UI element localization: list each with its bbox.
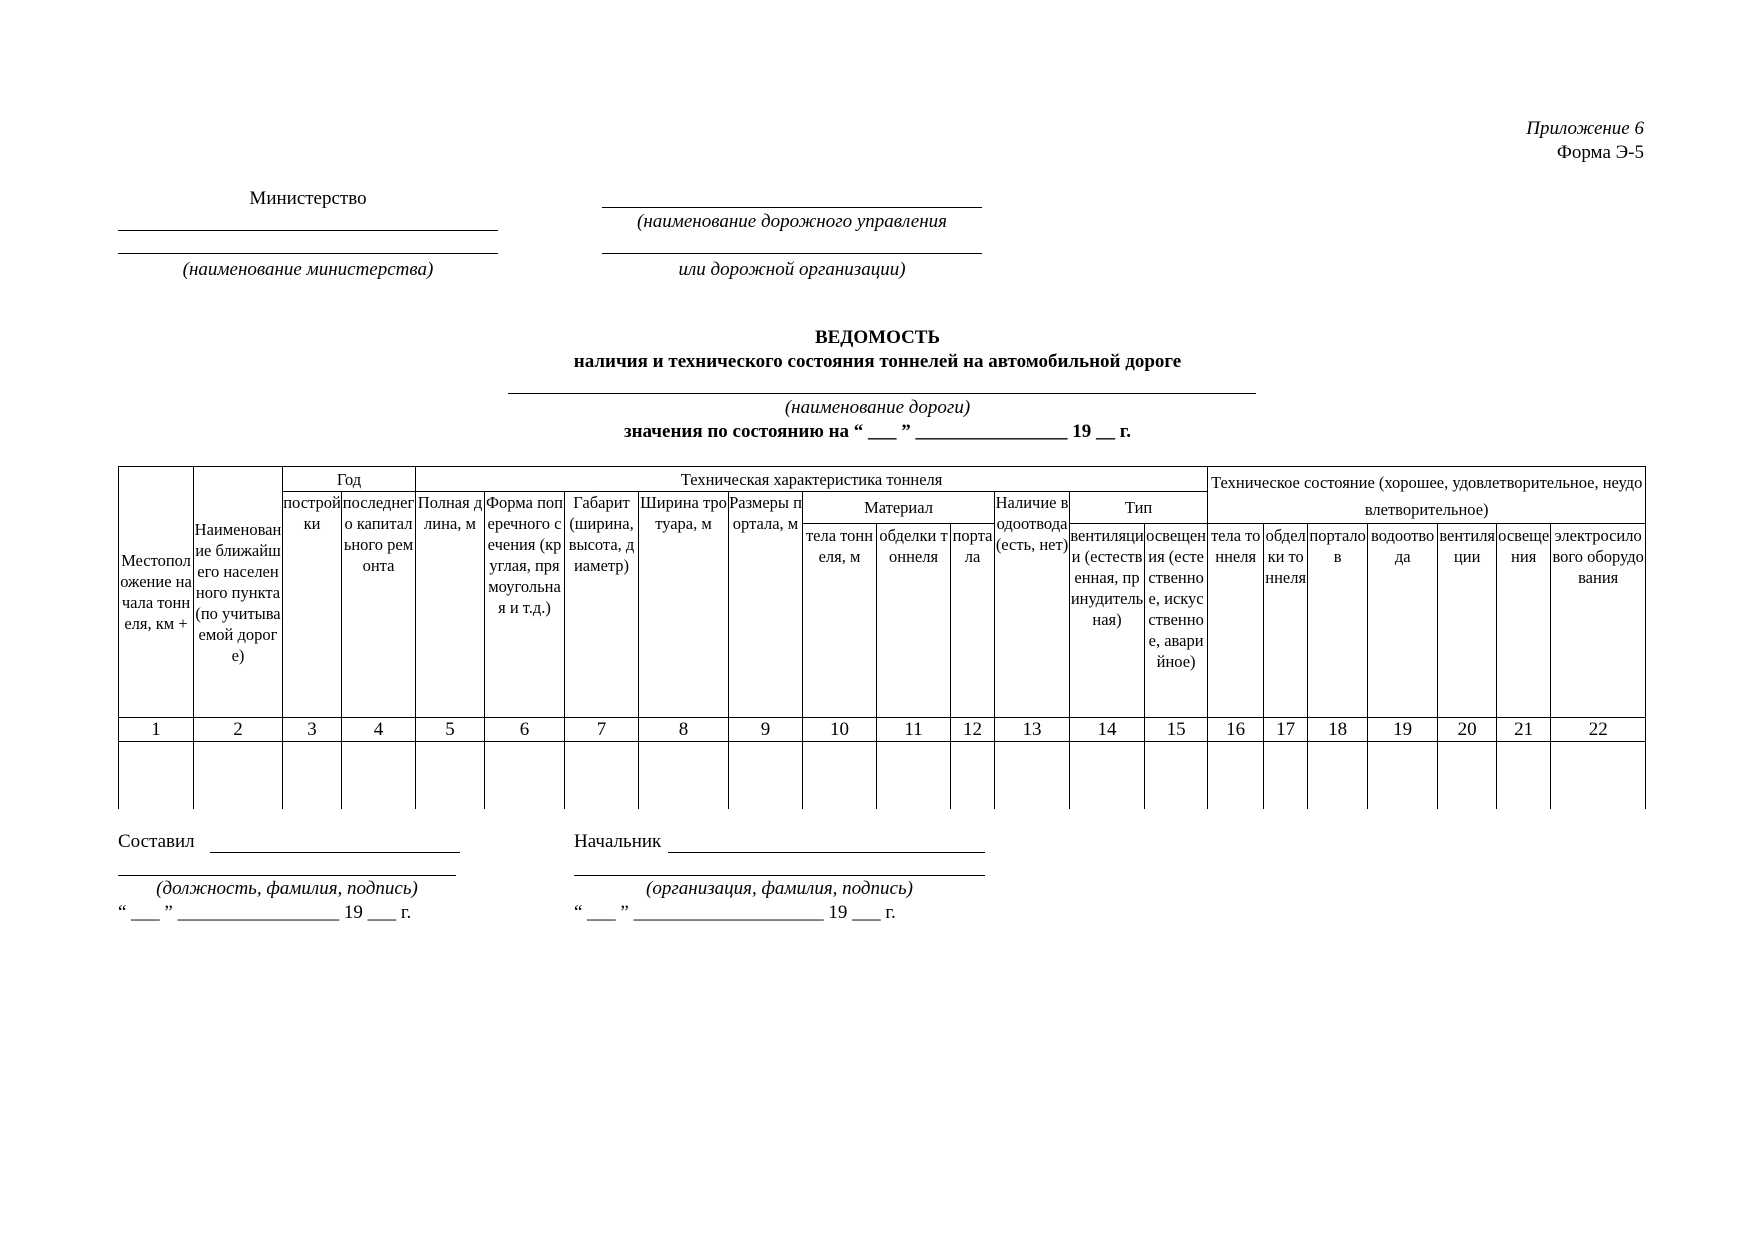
column-number: 19 bbox=[1368, 718, 1438, 742]
table-cell[interactable] bbox=[342, 742, 416, 810]
compiled-by-caption: (должность, фамилия, подпись) bbox=[156, 878, 418, 899]
col-length-header: Полная длина, м bbox=[416, 492, 485, 718]
col-state-ventilation-header: вентиляции bbox=[1438, 524, 1497, 718]
col-repair-header: последнего капитального ремонта bbox=[342, 492, 416, 718]
col-type-lighting-header: освещения (естественное, искусственное, аварийное) bbox=[1145, 524, 1208, 718]
ministry-caption: (наименование министерства) bbox=[182, 259, 434, 280]
column-number: 12 bbox=[951, 718, 995, 742]
table-cell[interactable] bbox=[639, 742, 729, 810]
table-cell[interactable] bbox=[1438, 742, 1497, 810]
column-number: 8 bbox=[639, 718, 729, 742]
road-admin-caption-1: (наименование дорожного управления bbox=[637, 211, 947, 232]
col-portal-size-header: Размеры портала, м bbox=[729, 492, 803, 718]
table-cell[interactable] bbox=[729, 742, 803, 810]
compiled-by-line-2[interactable] bbox=[118, 875, 456, 876]
document-title: ВЕДОМОСТЬ bbox=[814, 327, 941, 348]
col-state-lining-header: обделки тоннеля bbox=[1264, 524, 1308, 718]
col-state-portals-header: порталов bbox=[1308, 524, 1368, 718]
column-number: 18 bbox=[1308, 718, 1368, 742]
ministry-label: Министерство bbox=[249, 188, 367, 209]
col-section-shape-header: Форма поперечного сечения (круглая, прямоугольная и т.д.) bbox=[485, 492, 565, 718]
column-number: 7 bbox=[565, 718, 639, 742]
column-number: 22 bbox=[1551, 718, 1646, 742]
road-admin-line-2 bbox=[602, 253, 982, 254]
table-cell[interactable] bbox=[1551, 742, 1646, 810]
col-clearance-header: Габарит (ширина, высота, диаметр) bbox=[565, 492, 639, 718]
column-number: 20 bbox=[1438, 718, 1497, 742]
document-subtitle: наличия и технического состояния тоннелей на автомобильной дороге bbox=[573, 351, 1182, 372]
column-number: 1 bbox=[119, 718, 194, 742]
column-number: 21 bbox=[1497, 718, 1551, 742]
table-cell[interactable] bbox=[283, 742, 342, 810]
ministry-line-2 bbox=[118, 253, 498, 254]
table-row bbox=[119, 742, 1646, 810]
column-number: 13 bbox=[995, 718, 1070, 742]
road-name-caption: (наименование дороги) bbox=[784, 397, 971, 418]
appendix-number: Приложение 6 bbox=[1526, 118, 1644, 139]
table-cell[interactable] bbox=[1368, 742, 1438, 810]
chief-caption: (организация, фамилия, подпись) bbox=[646, 878, 913, 899]
table-cell[interactable] bbox=[485, 742, 565, 810]
column-number: 15 bbox=[1145, 718, 1208, 742]
group-type-header: Тип bbox=[1070, 492, 1208, 524]
table-cell[interactable] bbox=[1208, 742, 1264, 810]
column-number: 17 bbox=[1264, 718, 1308, 742]
column-number: 4 bbox=[342, 718, 416, 742]
date-line: значения по состоянию на “ ___ ” ________________ 19 __ г. bbox=[623, 421, 1132, 442]
column-number: 5 bbox=[416, 718, 485, 742]
col-settlement-header: Наименование ближайшего населенного пункта (по учитываемой дороге) bbox=[194, 467, 283, 718]
table-cell[interactable] bbox=[1070, 742, 1145, 810]
table-cell[interactable] bbox=[803, 742, 877, 810]
group-year-header: Год bbox=[283, 467, 416, 492]
col-state-electrical-header: электросилового оборудования bbox=[1551, 524, 1646, 718]
table-cell[interactable] bbox=[1264, 742, 1308, 810]
column-number: 3 bbox=[283, 718, 342, 742]
column-number: 10 bbox=[803, 718, 877, 742]
col-material-portal-header: портала bbox=[951, 524, 995, 718]
ministry-line-1 bbox=[118, 230, 498, 231]
table-cell[interactable] bbox=[877, 742, 951, 810]
table-cell[interactable] bbox=[951, 742, 995, 810]
form-number: Форма Э-5 bbox=[1556, 142, 1644, 163]
group-tech-char-header: Техническая характеристика тоннеля bbox=[416, 467, 1208, 492]
table-cell[interactable] bbox=[119, 742, 194, 810]
table-cell[interactable] bbox=[565, 742, 639, 810]
column-numbers-row bbox=[119, 718, 1646, 742]
column-number: 11 bbox=[877, 718, 951, 742]
table-cell[interactable] bbox=[416, 742, 485, 810]
col-state-lighting-header: освещения bbox=[1497, 524, 1551, 718]
group-material-header: Материал bbox=[803, 492, 995, 524]
table-cell[interactable] bbox=[1145, 742, 1208, 810]
col-location-header: Местоположение начала тоннеля, км + bbox=[119, 467, 194, 718]
col-sidewalk-header: Ширина тротуара, м bbox=[639, 492, 729, 718]
col-drainage-header: Наличие водоотвода (есть, нет) bbox=[995, 492, 1070, 718]
column-number: 9 bbox=[729, 718, 803, 742]
group-tech-state-header: Техническое состояние (хорошее, удовлетворительное, неудовлетворительное) bbox=[1208, 467, 1646, 524]
tunnels-table bbox=[118, 466, 1646, 809]
col-state-body-header: тела тоннеля bbox=[1208, 524, 1264, 718]
col-material-body-header: тела тоннеля, м bbox=[803, 524, 877, 718]
table-cell[interactable] bbox=[1308, 742, 1368, 810]
chief-label: Начальник bbox=[574, 831, 662, 852]
col-built-header: постройки bbox=[283, 492, 342, 718]
chief-date: “ ___ ” ____________________ 19 ___ г. bbox=[574, 902, 896, 923]
road-name-line bbox=[508, 393, 1256, 394]
road-admin-caption-2: или дорожной организации) bbox=[678, 259, 906, 280]
compiled-by-date: “ ___ ” _________________ 19 ___ г. bbox=[118, 902, 412, 923]
column-number: 2 bbox=[194, 718, 283, 742]
col-state-drainage-header: водоотвода bbox=[1368, 524, 1438, 718]
compiled-by-line[interactable] bbox=[210, 852, 460, 853]
chief-line-2[interactable] bbox=[574, 875, 985, 876]
column-number: 6 bbox=[485, 718, 565, 742]
compiled-by-label: Составил bbox=[118, 831, 195, 852]
col-material-lining-header: обделки тоннеля bbox=[877, 524, 951, 718]
road-admin-line-1 bbox=[602, 207, 982, 208]
chief-line[interactable] bbox=[668, 852, 985, 853]
column-number: 16 bbox=[1208, 718, 1264, 742]
col-type-ventilation-header: вентиляции (естественная, принудительная) bbox=[1070, 524, 1145, 718]
table-cell[interactable] bbox=[194, 742, 283, 810]
column-number: 14 bbox=[1070, 718, 1145, 742]
table-cell[interactable] bbox=[995, 742, 1070, 810]
table-cell[interactable] bbox=[1497, 742, 1551, 810]
